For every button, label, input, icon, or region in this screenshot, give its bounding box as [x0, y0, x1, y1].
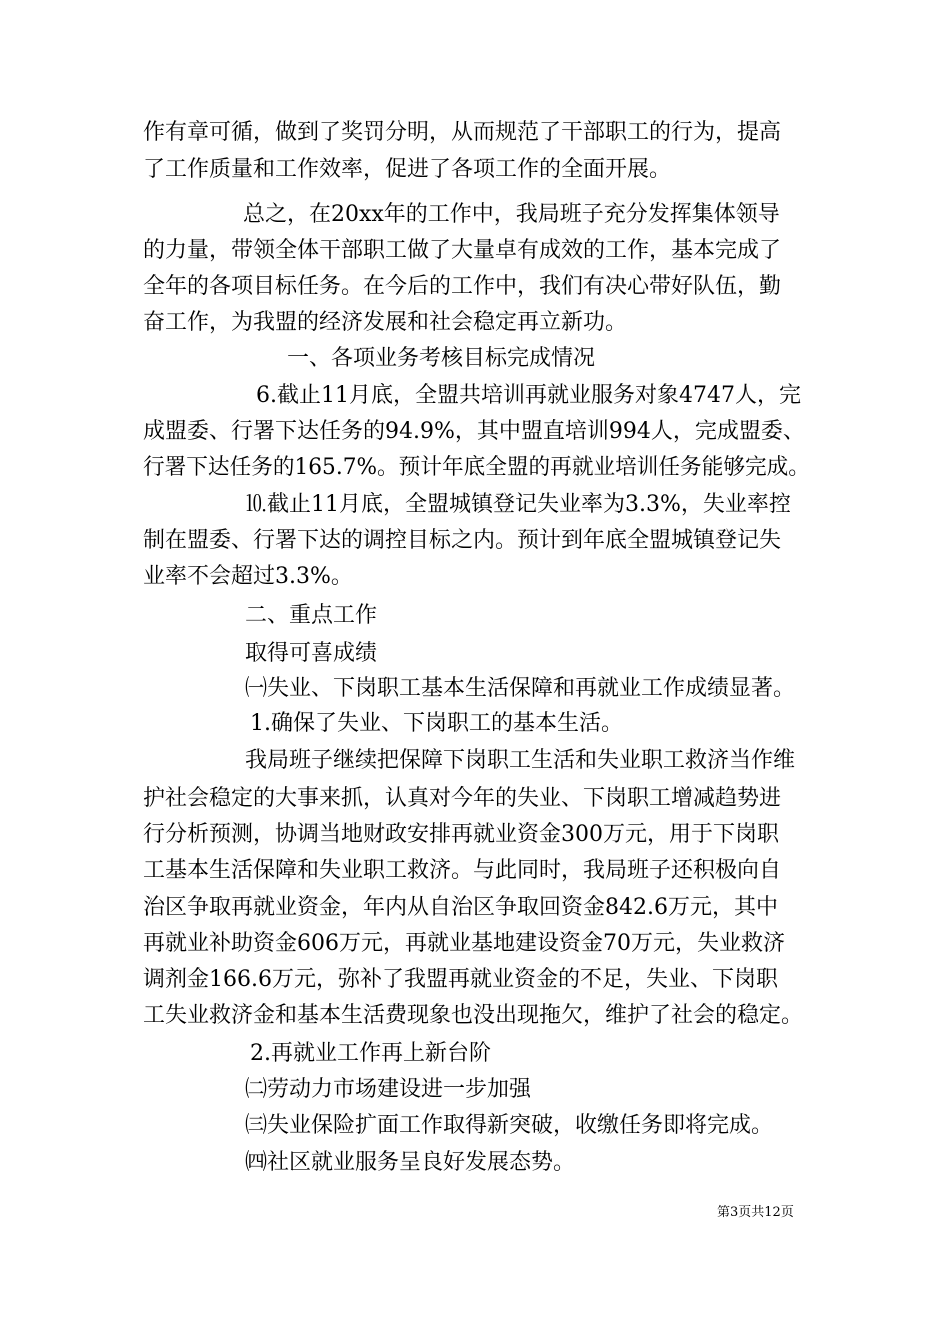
list-item-4: ㈣社区就业服务呈良好发展态势。 — [245, 1150, 576, 1175]
body-line-8: 6.截止11月底，全盟共培训再就业服务对象4747人，完 — [256, 383, 801, 408]
body-line-18: 我局班子继续把保障下岗职工生活和失业职工救济当作维 — [245, 748, 796, 773]
body-line-11: ⒑截止11月底，全盟城镇登记失业率为3.3%，失业率控 — [245, 492, 791, 517]
section-heading-1: 一、各项业务考核目标完成情况 — [287, 346, 596, 371]
page-number: 第3页共12页 — [717, 1205, 794, 1220]
body-line-10: 行署下达任务的165.7%。预计年底全盟的再就业培训任务能够完成。 — [143, 455, 810, 480]
body-line-13: 业率不会超过3.3%。 — [143, 564, 353, 589]
body-line-4: 的力量，带领全体干部职工做了大量卓有成效的工作，基本完成了 — [143, 238, 782, 263]
body-line-19: 护社会稳定的大事来抓，认真对今年的失业、下岗职工增减趋势进 — [143, 786, 782, 811]
subheading-achievements: 取得可喜成绩 — [245, 641, 378, 666]
list-item-3: ㈢失业保险扩面工作取得新突破，收缴任务即将完成。 — [245, 1113, 774, 1138]
list-item-1-1: 1.确保了失业、下岗职工的基本生活。 — [250, 711, 623, 736]
list-item-1: ㈠失业、下岗职工基本生活保障和再就业工作成绩显著。 — [245, 676, 796, 701]
body-line-1: 作有章可循，做到了奖罚分明，从而规范了干部职工的行为，提高 — [143, 120, 782, 145]
body-line-9: 成盟委、行署下达任务的94.9%，其中盟直培训994人，完成盟委、 — [143, 419, 805, 444]
body-line-21: 工基本生活保障和失业职工救济。与此同时，我局班子还积极向自 — [143, 858, 782, 883]
body-line-20: 行分析预测，协调当地财政安排再就业资金300万元，用于下岗职 — [143, 822, 779, 847]
body-line-25: 工失业救济金和基本生活费现象也没出现拖欠，维护了社会的稳定。 — [143, 1003, 804, 1028]
list-item-2: ㈡劳动力市场建设进一步加强 — [245, 1077, 532, 1102]
body-line-23: 再就业补助资金606万元，再就业基地建设资金70万元，失业救济 — [143, 931, 785, 956]
body-line-22: 治区争取再就业资金，年内从自治区争取回资金842.6万元，其中 — [143, 895, 778, 920]
body-line-5: 全年的各项目标任务。在今后的工作中，我们有决心带好队伍，勤 — [143, 274, 782, 299]
list-item-1-2: 2.再就业工作再上新台阶 — [250, 1041, 491, 1066]
body-line-2: 了工作质量和工作效率，促进了各项工作的全面开展。 — [143, 157, 672, 182]
body-line-6: 奋工作，为我盟的经济发展和社会稳定再立新功。 — [143, 310, 628, 335]
body-line-24: 调剂金166.6万元，弥补了我盟再就业资金的不足，失业、下岗职 — [143, 967, 778, 992]
body-line-3: 总之，在20xx年的工作中，我局班子充分发挥集体领导 — [243, 202, 780, 227]
body-line-12: 制在盟委、行署下达的调控目标之内。预计到年底全盟城镇登记失 — [143, 528, 782, 553]
section-heading-2: 二、重点工作 — [245, 603, 378, 628]
